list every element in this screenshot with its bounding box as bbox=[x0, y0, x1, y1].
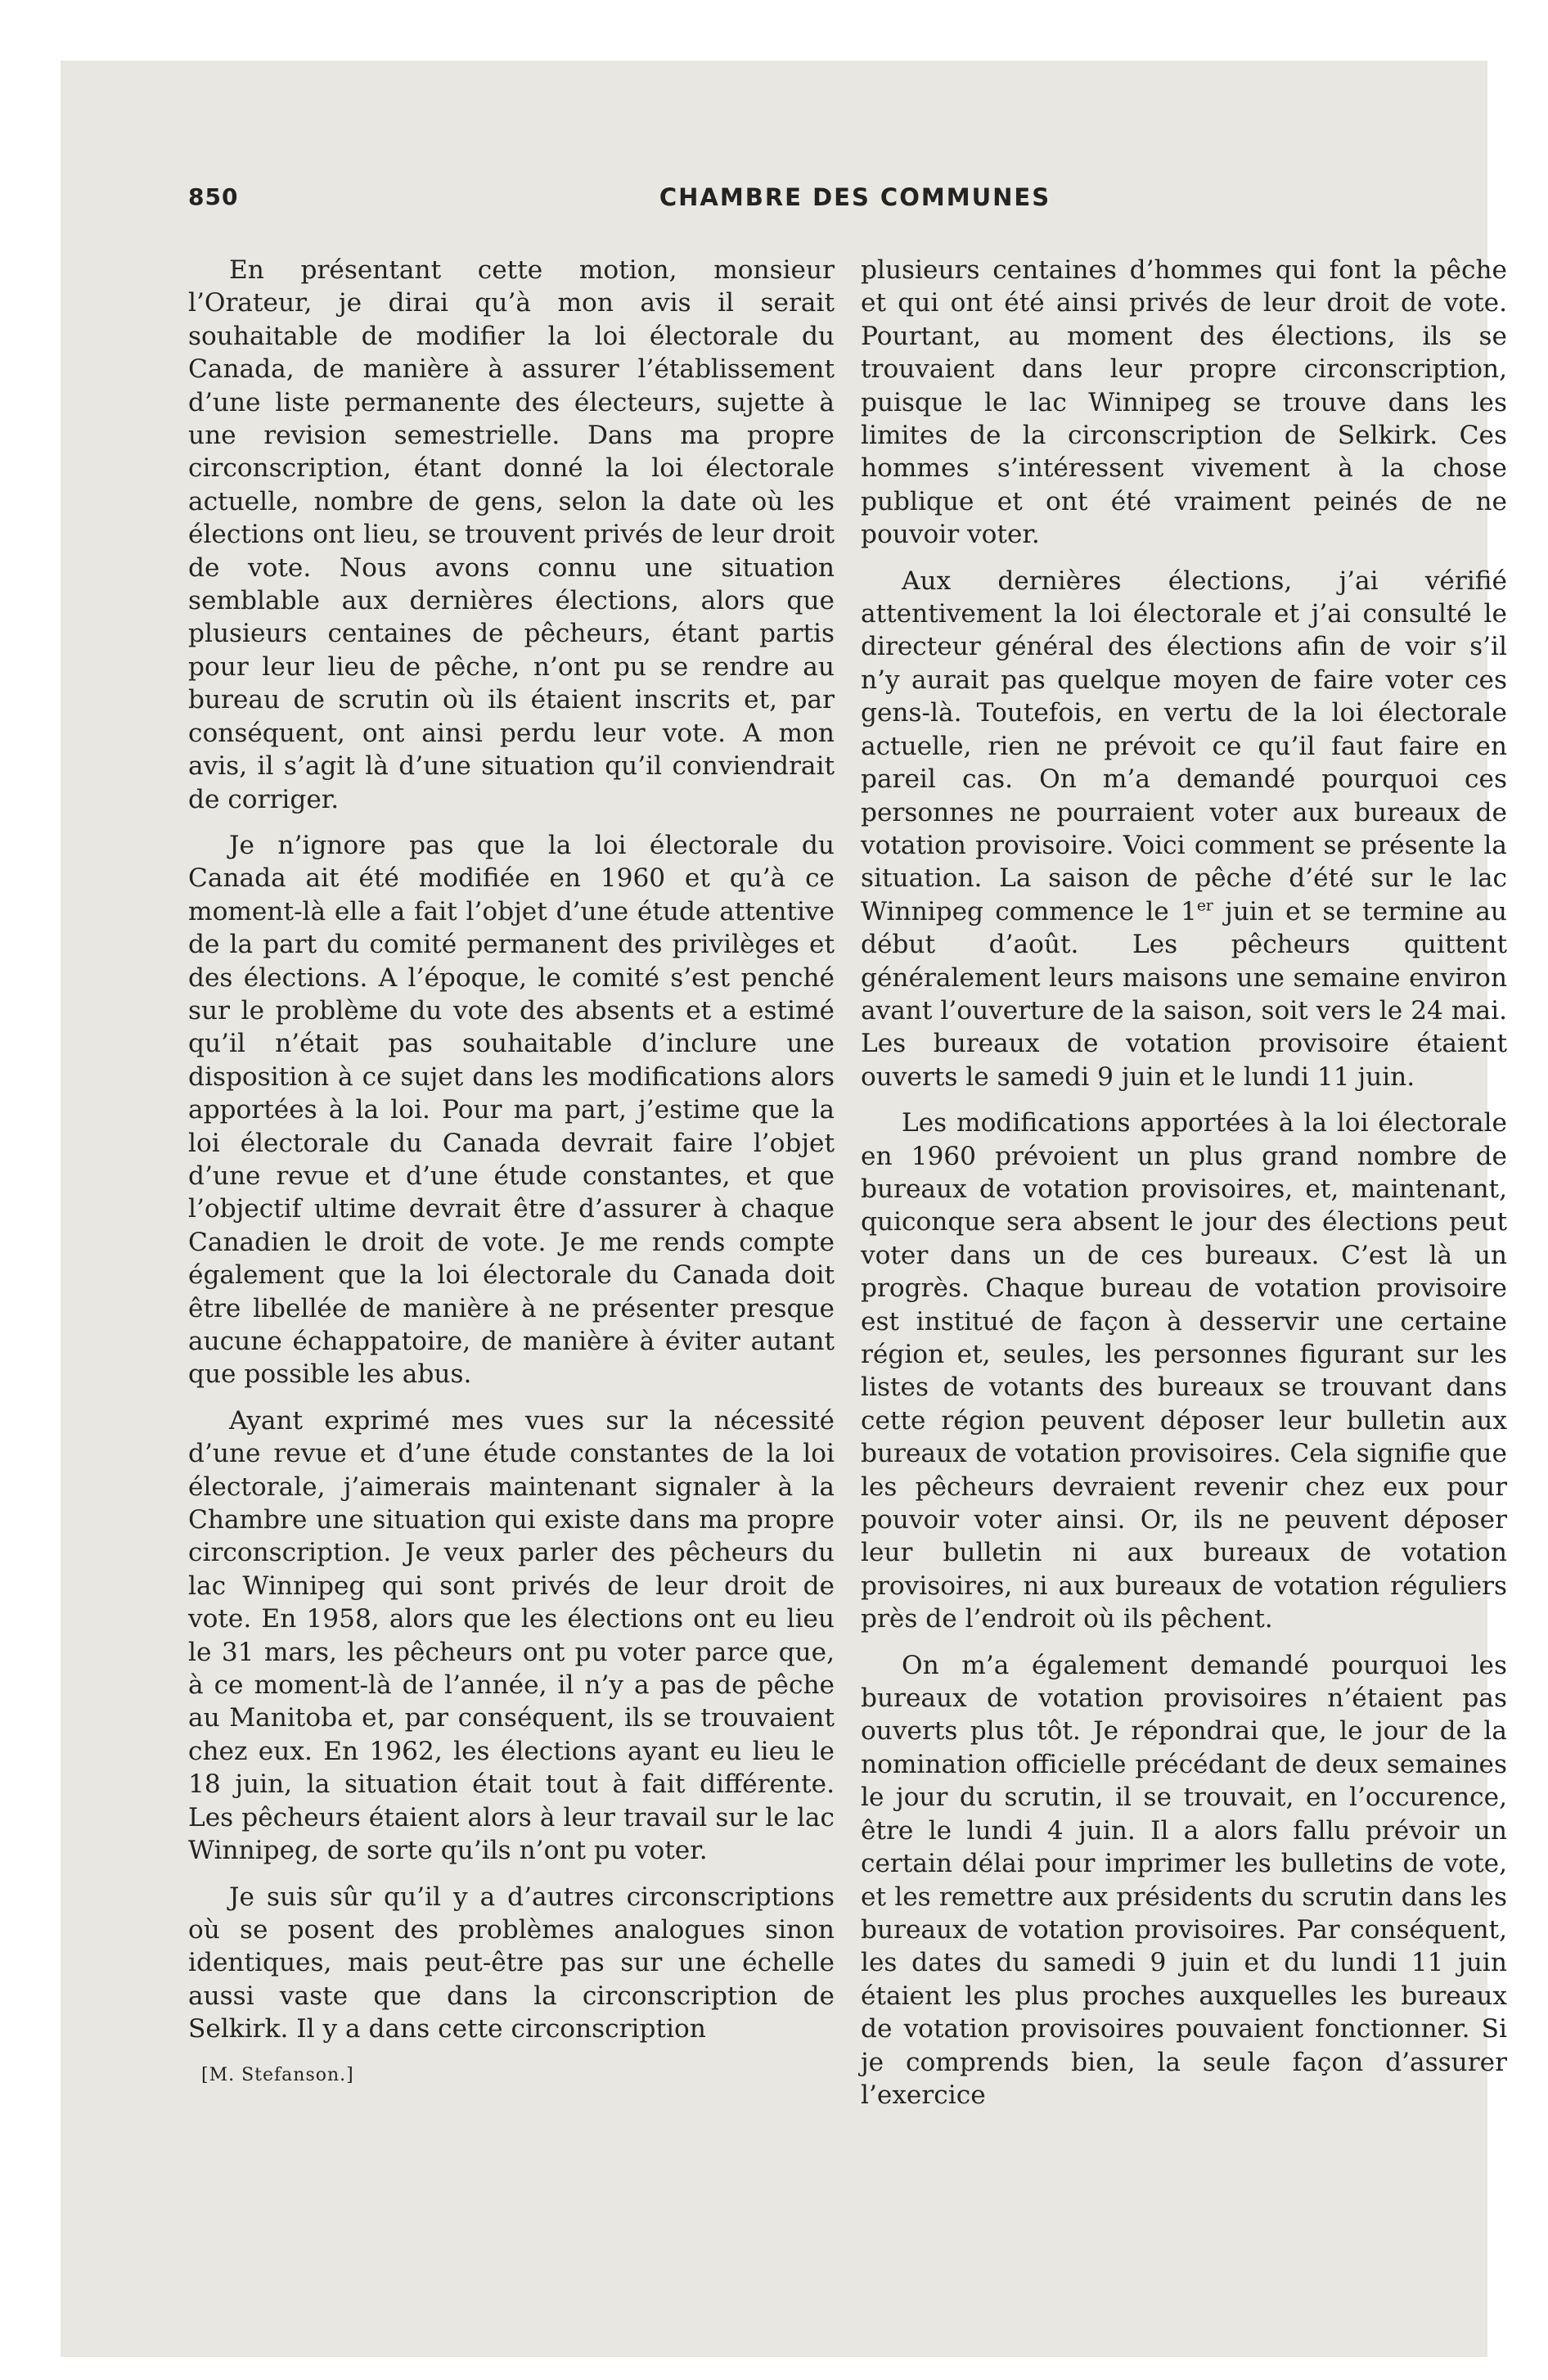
paragraph: Je suis sûr qu’il y a d’autres circonscriptions où se posent des problèmes analogues sinon identiques, mais peut-être pas sur une échelle aussi vaste que dans la circonscription de Selkirk. Il y a dans cette circonscription bbox=[188, 1882, 835, 2044]
scanned-page bbox=[61, 61, 1507, 2357]
hansard-page bbox=[61, 61, 1507, 2357]
paragraph: En présentant cette motion, monsieur l’Orateur, je dirai qu’à mon avis il serait souhaitable de modifier la loi électorale du Canada, de manière à assurer l’établissement d’une liste permanente des électeurs, sujette à une revision semestrielle. Dans ma propre circonscription, étant donné la loi électorale actuelle, nombre de gens, selon la date où les élections ont lieu, se trouvent privés de leur droit de vote. Nous avons connu une situation semblable aux dernières élections, alors que plusieurs centaines de pêcheurs, étant partis pour leur lieu de pêche, n’ont pu se rendre au bureau de scrutin où ils étaient inscrits et, par conséquent, ont ainsi perdu leur vote. A mon avis, il s’agit là d’une situation qu’il conviendrait de corriger. bbox=[188, 255, 835, 814]
ordinal-superscript: er bbox=[1196, 897, 1213, 915]
paragraph: Les modifications apportées à la loi électorale en 1960 prévoient un plus grand nombre de bureaux de votation provisoires, et, maintenant, quiconque sera absent le jour des élections peut voter dans un de ces bureaux. C’est là un progrès. Chaque bureau de votation provisoire est institué de façon à desservir une certaine région et, seules, les personnes figurant sur les listes de votants des bureaux se trouvant dans cette région peuvent déposer leur bulletin aux bureaux de votation provisoires. Cela signifie que les pêcheurs devraient revenir chez eux pour pouvoir voter ainsi. Or, ils ne peuvent déposer leur bulletin ni aux bureaux de votation provisoires, ni aux bureaux de votation réguliers près de l’endroit où ils pêchent. bbox=[861, 1108, 1507, 1634]
paragraph: plusieurs centaines d’hommes qui font la pêche et qui ont été ainsi privés de leur droit de vote. Pourtant, au moment des élections, ils se trouvaient dans leur propre circonscription, puisque le lac Winnipeg se trouve dans les limites de la circonscription de Selkirk. Ces hommes s’intéressent vivement à la chose publique et ont été vraiment peinés de ne pouvoir voter. bbox=[861, 255, 1507, 550]
paragraph: Je n’ignore pas que la loi électorale du Canada ait été modifiée en 1960 et qu’à ce moment-là elle a fait l’objet d’une étude attentive de la part du comité permanent des privilèges et des élections. A l’époque, le comité s’est penché sur le problème du vote des absents et a estimé qu’il n’était pas souhaitable d’inclure une disposition à ce sujet dans les modifications alors apportées à la loi. Pour ma part, j’estime que la loi électorale du Canada devrait faire l’objet d’une revue et d’une étude constantes, et que l’objectif ultime devrait être d’assurer à chaque Canadien le droit de vote. Je me rends compte également que la loi électorale du Canada doit être libellée de manière à ne présenter presque aucune échappatoire, de manière à éviter autant que possible les abus. bbox=[188, 830, 835, 1390]
speaker-attribution: [M. Stefanson.] bbox=[201, 2064, 354, 2085]
paragraph: Aux dernières élections, j’ai vérifié attentivement la loi électorale et j’ai consulté le directeur général des élections afin de voir s’il n’y aurait pas quelque moyen de faire voter ces gens-là. Toutefois, en vertu de la loi électorale actuelle, rien ne prévoit ce qu’il faut faire en pareil cas. On m’a demandé pourquoi ces personnes ne pourraient voter aux bureaux de votation provisoire. Voici comment se présente la situation. La saison de pêche d’été sur le lac Winnipeg commence le 1er juin et se termine au début d’août. Les pêcheurs quittent généralement leurs maisons une semaine environ avant l’ouverture de la saison, soit vers le 24 mai. Les bureaux de votation provisoire étaient ouverts le samedi 9 juin et le lundi 11 juin. bbox=[861, 566, 1507, 1092]
paragraph: On m’a également demandé pourquoi les bureaux de votation provisoires n’étaient pas ouverts plus tôt. Je répondrai que, le jour de la nomination officielle précédant de deux semaines le jour du scrutin, il se trouvait, en l’occurence, être le lundi 4 juin. Il a alors fallu prévoir un certain délai pour imprimer les bulletins de vote, et les remettre aux présidents du scrutin dans les bureaux de votation provisoires. Par conséquent, les dates du samedi 9 juin et du lundi 11 juin étaient les plus proches auxquelles les bureaux de votation provisoires pouvaient fonctionner. Si je comprends bien, la seule façon d’assurer l’exercice bbox=[861, 1650, 1507, 2110]
running-head: CHAMBRE DES COMMUNES bbox=[659, 183, 1051, 211]
paragraph: Ayant exprimé mes vues sur la nécessité d’une revue et d’une étude constantes de la loi électorale, j’aimerais maintenant signaler à la Chambre une situation qui existe dans ma propre circonscription. Je veux parler des pêcheurs du lac Winnipeg qui sont privés de leur droit de vote. En 1958, alors que les élections ont eu lieu le 31 mars, les pêcheurs ont pu voter parce que, à ce moment-là de l’année, il n’y a pas de pêche au Manitoba et, par conséquent, ils se trouvaient chez eux. En 1962, les élections ayant eu lieu le 18 juin, la situation était tout à fait différente. Les pêcheurs étaient alors à leur travail sur le lac Winnipeg, de sorte qu’ils n’ont pu voter. bbox=[188, 1405, 835, 1866]
right-column bbox=[861, 254, 1507, 2125]
page-header bbox=[188, 183, 1522, 232]
page-number: 850 bbox=[188, 183, 239, 210]
left-column bbox=[188, 254, 835, 2092]
